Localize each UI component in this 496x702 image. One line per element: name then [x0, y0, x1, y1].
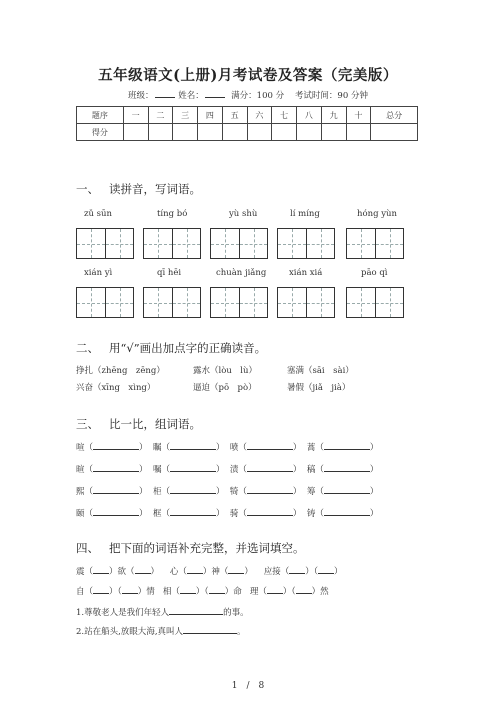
answer-blank[interactable]: [183, 624, 237, 634]
exam-time: 考试时间：90 分钟: [294, 91, 368, 101]
idiom-part: ）欲（: [109, 567, 135, 577]
answer-blank[interactable]: [324, 506, 370, 516]
section-3-heading: [76, 416, 201, 432]
question-text: 的事。: [223, 608, 249, 618]
score-cell: [371, 124, 418, 141]
char: 喷: [229, 443, 239, 453]
pinyin-4: lí míng: [290, 209, 320, 219]
pinyin-6: xián yì: [84, 268, 113, 278]
answer-blank[interactable]: [135, 564, 151, 574]
header-cell: 五: [222, 107, 247, 124]
idiom-part: ）（: [109, 587, 122, 597]
page-title: 五年级语文(上册)月考试卷及答案（完美版）: [98, 67, 398, 84]
write-grid[interactable]: [210, 287, 268, 318]
header-cell: 八: [297, 107, 322, 124]
answer-blank[interactable]: [170, 440, 216, 450]
char: 暄: [76, 465, 85, 475]
char: 铸: [306, 509, 316, 519]
score-cell: [123, 124, 148, 141]
score-cell: [272, 124, 297, 141]
section-number: 三、: [76, 417, 99, 431]
answer-blank[interactable]: [324, 462, 370, 472]
answer-blank[interactable]: [93, 484, 139, 494]
section-number: 四、: [76, 541, 99, 555]
score-cell: [297, 124, 322, 141]
section-number: 二、: [76, 341, 99, 355]
answer-blank[interactable]: [170, 462, 216, 472]
answer-blank[interactable]: [180, 584, 196, 594]
char: 犄: [229, 487, 239, 497]
score-cell: [346, 124, 371, 141]
section-title: 用“√”画出加点字的正确读音。: [109, 341, 267, 355]
header-cell: 二: [148, 107, 173, 124]
answer-blank[interactable]: [318, 564, 334, 574]
idiom-row: [76, 564, 343, 577]
char: 颐: [76, 509, 85, 519]
exam-info: [0, 89, 496, 101]
header-cell: 一: [123, 107, 148, 124]
idiom-part: 心（: [169, 567, 187, 577]
write-grid[interactable]: [143, 228, 201, 259]
idiom-part: ）情: [137, 587, 155, 597]
score-cell: [198, 124, 223, 141]
header-cell: 三: [173, 107, 198, 124]
header-cell: 题序: [77, 107, 124, 124]
pinyin-5: hóng yùn: [357, 209, 397, 219]
score-cell: [321, 124, 346, 141]
score-cell: [247, 124, 272, 141]
class-blank: [155, 89, 175, 98]
write-grid[interactable]: [277, 228, 335, 259]
char: 喧: [76, 443, 85, 453]
char: 筹: [306, 487, 316, 497]
section-1-heading: [76, 181, 201, 197]
answer-blank[interactable]: [247, 484, 293, 494]
char: 熙: [76, 487, 85, 497]
question-text: 。: [237, 627, 246, 637]
header-cell: 十: [346, 107, 371, 124]
header-cell: 九: [321, 107, 346, 124]
answer-blank[interactable]: [170, 506, 216, 516]
reading-item: 暑假（jiǎ jià）: [287, 383, 351, 393]
idiom-part: ）: [334, 567, 343, 577]
name-label: 姓名：: [178, 91, 204, 101]
answer-blank[interactable]: [228, 564, 244, 574]
page-number: 1 / 8: [231, 681, 265, 691]
pinyin-2: tíng bó: [157, 209, 188, 219]
answer-blank[interactable]: [187, 564, 203, 574]
pinyin-3: yù shù: [229, 209, 258, 219]
write-grid[interactable]: [143, 287, 201, 318]
answer-blank[interactable]: [247, 440, 293, 450]
word-row: 喧（ ） 瞩（ ） 喷（ ） 蒿（ ）: [76, 440, 378, 453]
pinyin-9: xián xiá: [289, 268, 323, 278]
write-grid[interactable]: [210, 228, 268, 259]
char: 瞩: [152, 443, 162, 453]
question-2: [76, 624, 246, 637]
char: 稿: [306, 465, 316, 475]
idiom-part: ）神（: [202, 567, 229, 577]
char: 框: [152, 509, 162, 519]
header-cell: 六: [247, 107, 272, 124]
score-table-header: [77, 107, 418, 124]
word-row: 颐（ ） 框（ ） 骑（ ） 铸（ ）: [76, 506, 378, 519]
section-number: 一、: [76, 182, 99, 196]
question-text: 2.站在船头,放眼大海,真叫人: [76, 627, 184, 637]
idiom-row: [76, 584, 329, 597]
reading-item: 塞满（sāi sài）: [287, 366, 354, 376]
score-cell: [222, 124, 247, 141]
idiom-part: 震（: [76, 567, 94, 577]
header-cell: 四: [198, 107, 223, 124]
question-text: 1.尊敬老人是我们年轻人: [76, 608, 170, 618]
idiom-part: ）: [150, 567, 160, 577]
reading-item: 挣扎（zhēng zēng）: [76, 366, 165, 376]
write-grid[interactable]: [277, 287, 335, 318]
idiom-part: 相（: [162, 587, 180, 597]
idiom-part: 应接（: [263, 567, 290, 577]
idiom-part: ）（: [195, 587, 209, 597]
answer-blank[interactable]: [324, 440, 370, 450]
idiom-part: ）（: [282, 587, 296, 597]
section-title: 把下面的词语补充完整，并选词填空。: [109, 541, 305, 555]
score-cell: [173, 124, 198, 141]
idiom-part: 理（: [249, 587, 267, 597]
idiom-part: ）然: [311, 587, 329, 597]
idiom-part: 自（: [76, 587, 94, 597]
pinyin-7: qī hēi: [157, 268, 182, 278]
pinyin-10: pāo qì: [361, 268, 388, 278]
reading-item: 露水（lòu lù）: [193, 366, 258, 376]
answer-blank[interactable]: [324, 484, 370, 494]
answer-blank[interactable]: [93, 440, 139, 450]
idiom-part: ）: [244, 567, 253, 577]
answer-blank[interactable]: [170, 484, 216, 494]
score-cell: [148, 124, 173, 141]
answer-blank[interactable]: [122, 584, 138, 594]
section-title: 比一比，组词语。: [109, 417, 201, 431]
class-label: 班级：: [128, 91, 154, 101]
score-table: [76, 106, 418, 141]
score-table-row: [77, 124, 418, 141]
score-row-label: 得分: [77, 124, 124, 141]
header-cell: 总分: [371, 107, 418, 124]
section-2-heading: [76, 340, 266, 356]
answer-blank[interactable]: [209, 584, 225, 594]
answer-blank[interactable]: [267, 584, 283, 594]
char: 渍: [229, 465, 239, 475]
idiom-part: ）命: [224, 587, 242, 597]
pinyin-8: chuàn jiǎng: [216, 268, 267, 278]
full-score: 满分：100 分: [231, 91, 285, 101]
answer-blank[interactable]: [169, 605, 223, 615]
name-blank: [205, 89, 225, 98]
write-grid[interactable]: [76, 287, 134, 318]
section-4-heading: [76, 540, 305, 556]
section-title: 读拼音，写词语。: [109, 182, 201, 196]
char: 骑: [229, 509, 239, 519]
pinyin-1: zǔ sūn: [84, 209, 112, 219]
question-1: [76, 605, 249, 618]
answer-blank[interactable]: [247, 506, 293, 516]
reading-item: 兴奋（xīng xìng）: [76, 383, 156, 393]
write-grid[interactable]: [346, 228, 404, 259]
answer-blank[interactable]: [289, 564, 305, 574]
answer-blank[interactable]: [93, 506, 139, 516]
write-grid[interactable]: [76, 228, 134, 259]
answer-blank[interactable]: [296, 584, 312, 594]
word-row: 熙（ ） 柜（ ） 犄（ ） 筹（ ）: [76, 484, 378, 497]
word-row: 暄（ ） 嘱（ ） 渍（ ） 稿（ ）: [76, 462, 378, 475]
header-cell: 七: [272, 107, 297, 124]
answer-blank[interactable]: [93, 462, 139, 472]
write-grid[interactable]: [346, 287, 404, 318]
char: 蒿: [306, 443, 316, 453]
answer-blank[interactable]: [247, 462, 293, 472]
reading-item: 逼迫（pō pò）: [193, 383, 257, 393]
answer-blank[interactable]: [93, 584, 109, 594]
idiom-part: ）（: [305, 567, 318, 577]
answer-blank[interactable]: [93, 564, 109, 574]
char: 柜: [152, 487, 162, 497]
char: 嘱: [152, 465, 162, 475]
